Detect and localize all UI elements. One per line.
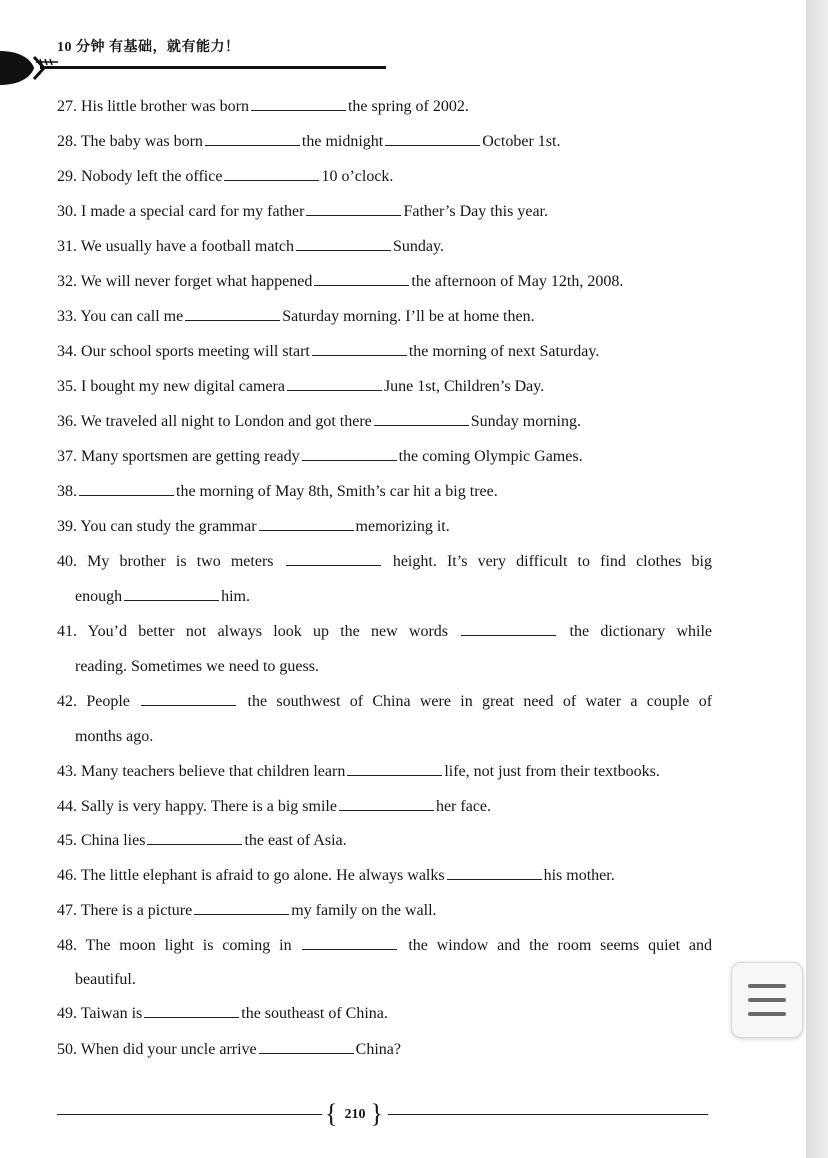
answer-blank[interactable] — [224, 179, 319, 181]
footer-rule-right — [388, 1114, 708, 1115]
page-edge-shadow — [806, 0, 828, 1158]
question-37: 37. Many sportsmen are getting ready the coming Olympic Games. — [57, 448, 583, 465]
answer-blank[interactable] — [287, 389, 382, 391]
answer-blank[interactable] — [141, 704, 236, 706]
answer-blank[interactable] — [306, 214, 401, 216]
answer-blank[interactable] — [302, 948, 397, 950]
answer-blank[interactable] — [79, 494, 174, 496]
question-27: 27. His little brother was born the spring of 2002. — [57, 98, 469, 115]
answer-blank[interactable] — [314, 284, 409, 286]
answer-blank[interactable] — [312, 354, 407, 356]
answer-blank[interactable] — [124, 599, 219, 601]
question-39: 39. You can study the grammar memorizing it. — [57, 518, 450, 535]
answer-blank[interactable] — [185, 319, 280, 321]
floating-menu-button[interactable] — [731, 962, 803, 1038]
answer-blank[interactable] — [205, 144, 300, 146]
answer-blank[interactable] — [147, 843, 242, 845]
answer-blank[interactable] — [461, 634, 556, 636]
question-28: 28. The baby was born the midnight October 1st. — [57, 133, 561, 150]
question-35: 35. I bought my new digital camera June 1st, Children’s Day. — [57, 378, 545, 395]
question-34: 34. Our school sports meeting will start the morning of next Saturday. — [57, 343, 600, 360]
answer-blank[interactable] — [347, 774, 442, 776]
answer-blank[interactable] — [144, 1016, 239, 1018]
question-45: 45. China lies the east of Asia. — [57, 832, 347, 849]
question-41: 41. You’d better not always look up the new words the dictionary while — [57, 623, 713, 640]
page-number: { 210 } — [325, 1099, 383, 1128]
question-32: 32. We will never forget what happened the afternoon of May 12th, 2008. — [57, 273, 624, 290]
answer-blank[interactable] — [194, 913, 289, 915]
question-42: 42. People the southwest of China were in great need of water a couple of — [57, 693, 713, 710]
question-29: 29. Nobody left the office 10 o’clock. — [57, 168, 394, 185]
question-33: 33. You can call me Saturday morning. I’ll be at home then. — [57, 308, 535, 325]
answer-blank[interactable] — [447, 878, 542, 880]
question-30: 30. I made a special card for my father Father’s Day this year. — [57, 203, 548, 220]
answer-blank[interactable] — [302, 459, 397, 461]
question-50: 50. When did your uncle arrive China? — [57, 1041, 401, 1058]
answer-blank[interactable] — [385, 144, 480, 146]
question-46: 46. The little elephant is afraid to go alone. He always walks his mother. — [57, 867, 615, 884]
question-42-continued: months ago. — [75, 728, 154, 745]
answer-blank[interactable] — [339, 809, 434, 811]
question-47: 47. There is a picture my family on the wall. — [57, 902, 437, 919]
question-40: 40. My brother is two meters height. It’s very difficult to find clothes big — [57, 553, 713, 570]
answer-blank[interactable] — [251, 109, 346, 111]
question-48: 48. The moon light is coming in the window and the room seems quiet and — [57, 937, 713, 954]
question-41-continued: reading. Sometimes we need to guess. — [75, 658, 319, 675]
question-36: 36. We traveled all night to London and got there Sunday morning. — [57, 413, 581, 430]
question-43: 43. Many teachers believe that children learn life, not just from their textbooks. — [57, 763, 660, 780]
question-40-continued: enough him. — [75, 588, 250, 605]
question-48-continued: beautiful. — [75, 971, 136, 988]
question-44: 44. Sally is very happy. There is a big smile her face. — [57, 798, 492, 815]
question-38: 38. the morning of May 8th, Smith’s car hit a big tree. — [57, 483, 498, 500]
header-rule — [40, 66, 386, 69]
answer-blank[interactable] — [374, 424, 469, 426]
question-31: 31. We usually have a football match Sunday. — [57, 238, 444, 255]
answer-blank[interactable] — [259, 529, 354, 531]
answer-blank[interactable] — [296, 249, 391, 251]
answer-blank[interactable] — [286, 564, 381, 566]
answer-blank[interactable] — [259, 1052, 354, 1054]
question-49: 49. Taiwan is the southeast of China. — [57, 1005, 388, 1022]
footer-rule-left — [57, 1114, 322, 1115]
header-title: 10 分钟 有基础，就有能力！ — [57, 40, 240, 55]
